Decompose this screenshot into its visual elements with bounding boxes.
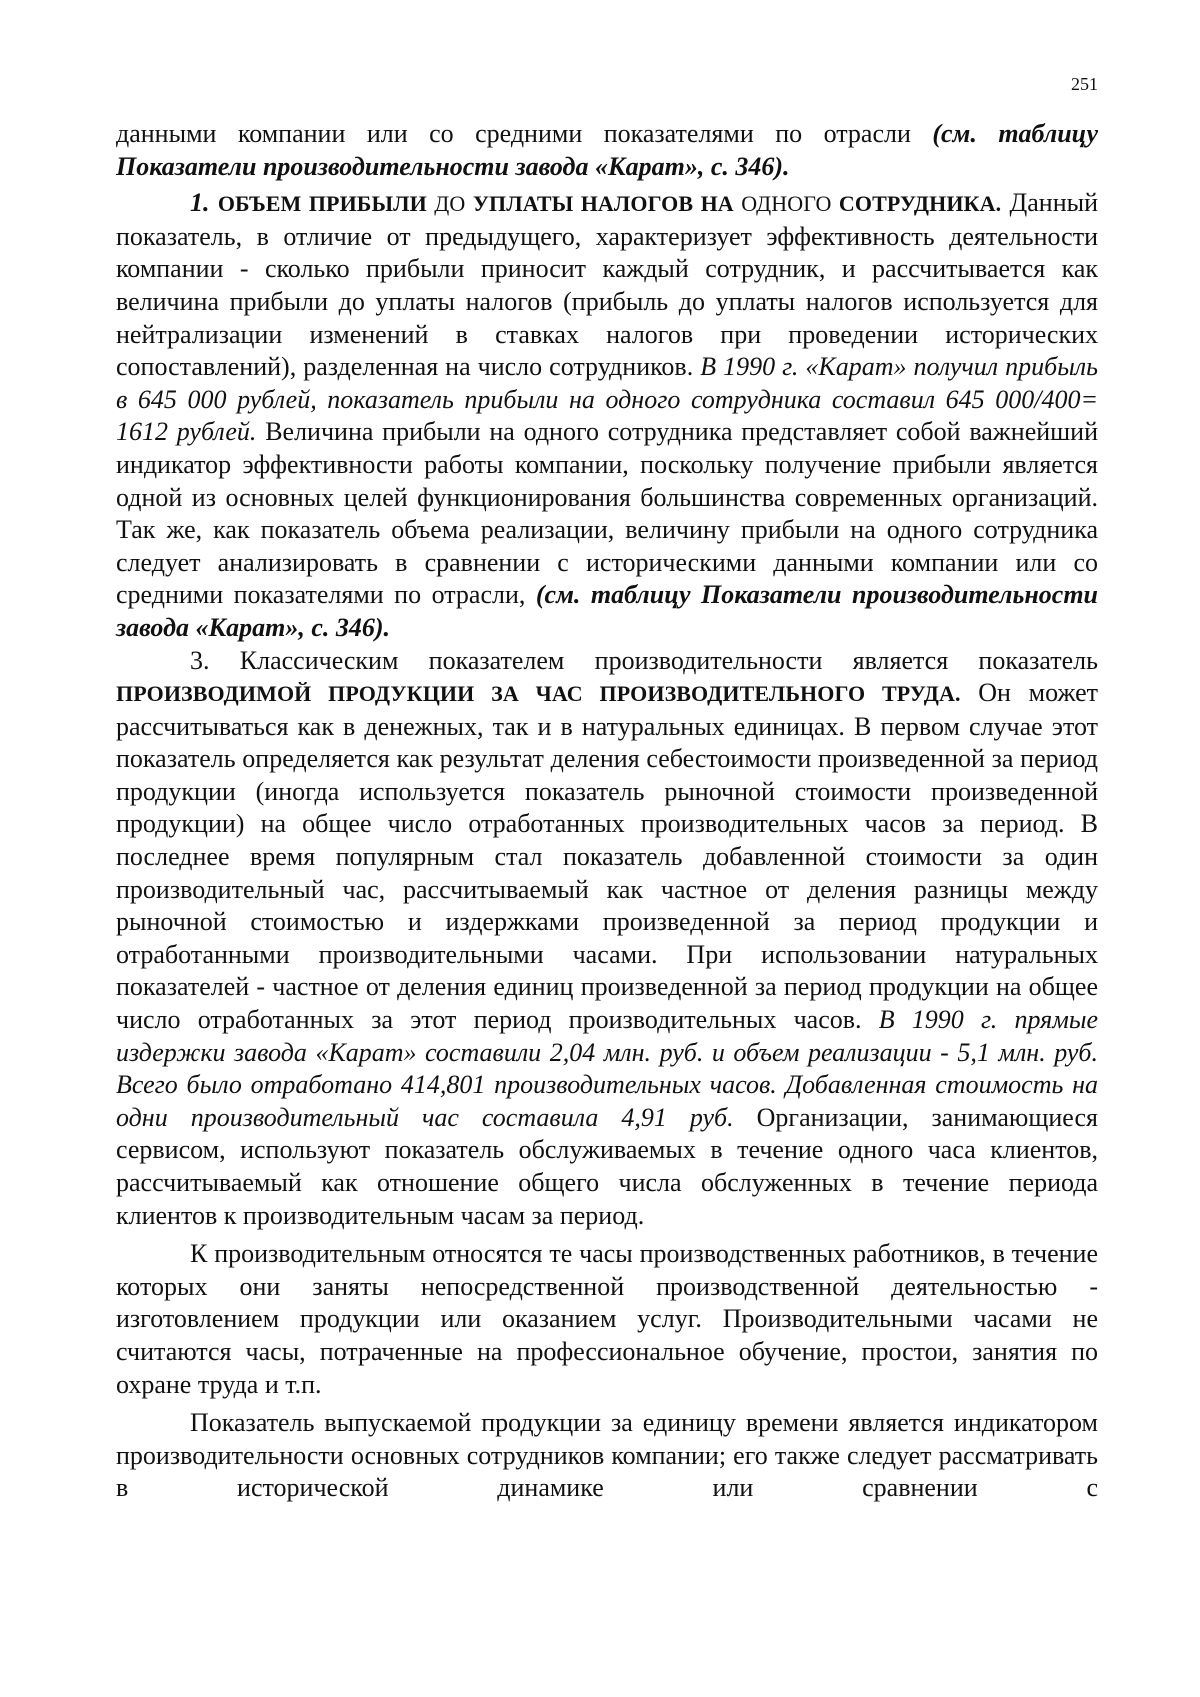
- paragraph-text: Организации, занимающиеся сервисом, используют показатель обслуживаемых в течение одного часа клиентов, рассчитываемый как отношение общего числа обслуженных в течение периода клиентов к производительным часам за период.: [116, 1102, 1098, 1230]
- paragraph-output-indicator: [116, 1407, 1098, 1505]
- item-number: 1.: [190, 188, 210, 218]
- page-body: [116, 118, 1098, 1505]
- paragraph-text: Показатель выпускаемой продукции за единицу времени является индикатором производительности основных сотрудников компании; его также следует рассматривать в исторической динамике или сравнении с: [116, 1408, 1098, 1503]
- table-reference: (см. таблицу Показатели производительности завода «Карат», с. 346).: [116, 580, 1098, 642]
- paragraph-text: Он может рассчитываться как в денежных, так и в натуральных единицах. В первом случае этот показатель определяется как результат деления себестоимости произведенной за период продукции (иногда используется показатель рыночной стоимости произведенной продукции) на общее число отработанных производительных часов за период. В последнее время популярным стал показатель добавленной стоимости за один производительный час, рассчитываемый как частное от деления разницы между рыночной стоимостью и издержками произведенной за период продукции и отработанными производительными часами. При использовании натуральных показателей - частное от деления единиц произведенной за период продукции на общее число отработанных за этот период производительных часов.: [116, 678, 1098, 1035]
- example-text: В 1990 г. прямые издержки завода «Карат» составили 2,04 млн. руб. и объем реализации - 5,1 млн. руб. Всего было отработано 414,801 производительных часов. Добавленная стоимость на одни производительный час составила 4,91 руб.: [116, 1005, 1098, 1132]
- paragraph-productive-hours: [116, 1238, 1098, 1401]
- section-heading-part: ДО: [426, 191, 473, 217]
- section-heading-part: СОТРУДНИКА.: [838, 191, 1002, 217]
- section-heading: ПРОИЗВОДИМОЙ ПРОДУКЦИИ ЗА ЧАС ПРОИЗВОДИТЕЛЬНОГО ТРУДА.: [116, 681, 961, 707]
- paragraph-output-per-hour: [116, 645, 1098, 1233]
- example-text: В 1990 г. «Карат» получил прибыль в 645 000 рублей, показатель прибыли на одного сотрудника составил 645 000/400= 1612 рублей.: [116, 352, 1098, 447]
- paragraph-continuation: [116, 118, 1098, 183]
- section-heading-part: ОДНОГО: [733, 191, 839, 217]
- section-heading-part: УПЛАТЫ НАЛОГОВ НА: [472, 191, 734, 217]
- page-number: 251: [1071, 74, 1098, 94]
- paragraph-text: Данный показатель, в отличие от предыдущего, характеризует эффективность деятельности компании - сколько прибыли приносит каждый сотрудник, и рассчитывается как величина прибыли до уплаты налогов (прибыль до уплаты налогов используется для нейтрализации изменений в ставках налогов при проведении исторических сопоставлений), разделенная на число сотрудников.: [116, 188, 1098, 382]
- table-reference: (см. таблицу Показатели производительности завода «Карат», с. 346).: [116, 119, 1099, 181]
- paragraph-text: 3. Классическим показателем производительности является показатель: [190, 645, 1098, 675]
- paragraph-text: К производительным относятся те часы производственных работников, в течение которых они заняты непосредственной производственной деятельностью - изготовлением продукции или оказанием услуг. Производительными часами не считаются часы, потраченные на профессиональное обучение, простои, занятия по охране труда и т.п.: [116, 1239, 1098, 1399]
- paragraph-text: Величина прибыли на одного сотрудника представляет собой важнейший индикатор эффективности работы компании, поскольку получение прибыли является одной из основных целей функционирования большинства современных организаций. Так же, как показатель объема реализации, величину прибыли на одного сотрудника следует анализировать в сравнении с историческими данными компании или со средними показателями по отрасли,: [116, 417, 1098, 610]
- paragraph-text: данными компании или со средними показателями по отрасли: [116, 119, 933, 148]
- section-heading-part: ОБЪЕМ ПРИБЫЛИ: [217, 191, 427, 217]
- paragraph-profit-per-employee: [116, 187, 1098, 644]
